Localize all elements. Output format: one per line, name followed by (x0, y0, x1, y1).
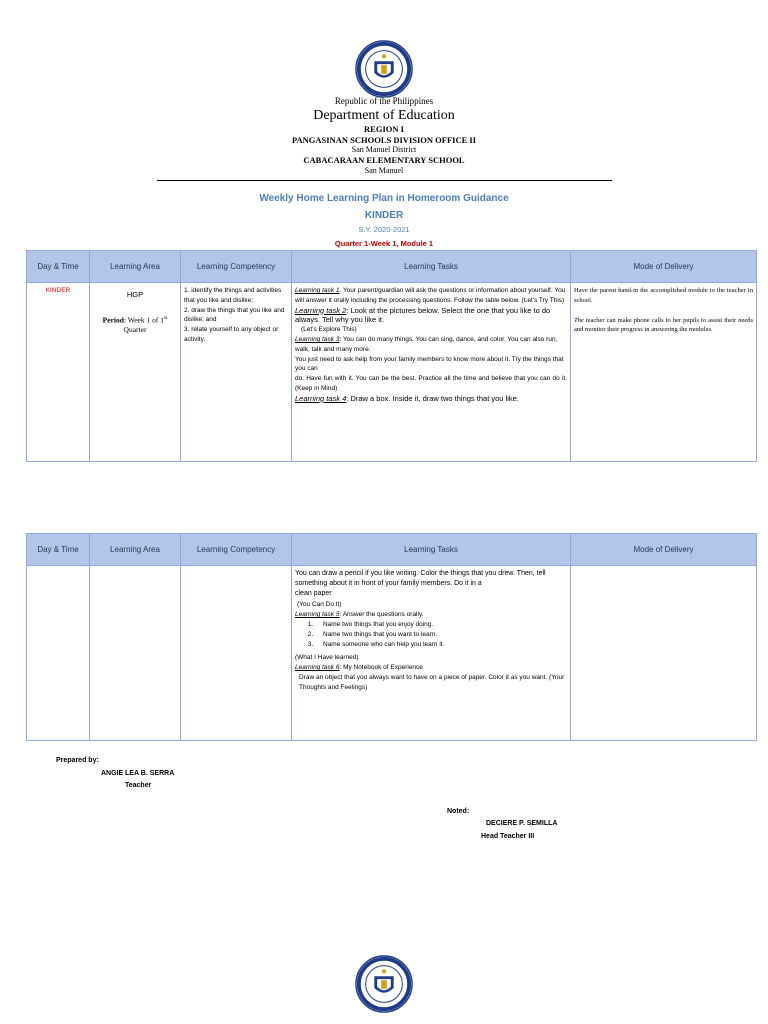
table-header-row (27, 534, 757, 566)
period-text: Period: Week 1 of 1st Quarter (102, 315, 168, 335)
mode-cell (571, 283, 757, 462)
col-learning-tasks: Learning Tasks (292, 534, 571, 566)
list-item: 1. Name two things that you enjoy doing. (315, 620, 567, 630)
col-learning-area: Learning Area (90, 534, 181, 566)
school-line: CABACARAAN ELEMENTARY SCHOOL (303, 155, 465, 165)
learning-plan-table-continued (26, 533, 757, 741)
header-divider (157, 180, 612, 181)
task-intro-end: clean paper (295, 590, 332, 597)
town-line: San Manuel (364, 165, 404, 175)
learning-plan-table (26, 250, 757, 462)
task-note: (What I Have learned) (295, 654, 359, 661)
task-intro: You can draw a pencil if you like writing. Color the things that you drew. Then, tell something about it in front of your family members. Do it in a (295, 570, 546, 587)
day-cell (27, 566, 90, 741)
task-1: Learning task 1. Your parent/guardian will ask the questions or information about yourself. You will answer it orally including the processing questions. Follow the table below. (Let's Try This) (295, 287, 566, 304)
district-line: San Manuel District (351, 145, 417, 154)
deped-seal-logo-footer (355, 955, 413, 1013)
area-cell (90, 566, 181, 741)
task-4: Learning task 4: Draw a box. Inside it, draw two things that you like. (295, 393, 519, 403)
plan-title-block (0, 192, 768, 249)
col-learning-tasks: Learning Tasks (292, 251, 571, 283)
mode-cell (571, 566, 757, 741)
division-line: PANGASINAN SCHOOLS DIVISION OFFICE II (291, 134, 477, 145)
document-header (0, 96, 768, 176)
task-3-more: You just need to ask help from your family members to know more about it. Try the things that you can (295, 355, 564, 373)
col-learning-area: Learning Area (90, 251, 181, 283)
task-2: Learning task 2: Look at the pictures below. Select the one that you like to do always. Tell why you like it. (295, 305, 551, 325)
col-learning-competency: Learning Competency (181, 534, 292, 566)
col-mode-of-delivery: Mode of Delivery (571, 251, 757, 283)
tasks-cell (292, 283, 571, 462)
area-cell (90, 283, 181, 462)
competency-item: 1. identify the things and activities that you like and dislike; (184, 287, 282, 304)
task-5-list (315, 620, 567, 650)
list-item: 2. Name two things that you want to learn. (315, 630, 567, 640)
prepared-by-label: Prepared by: (56, 757, 99, 764)
col-learning-competency: Learning Competency (181, 251, 292, 283)
plan-title: Weekly Home Learning Plan in Homeroom Guidance (259, 193, 509, 204)
col-mode-of-delivery: Mode of Delivery (571, 534, 757, 566)
department-line: Department of Education (313, 108, 455, 123)
competency-cell (181, 283, 292, 462)
day-cell: KINDER (27, 283, 90, 462)
grade-title: KINDER (364, 210, 404, 221)
col-day-time: Day & Time (27, 251, 90, 283)
mode-text-1: Have the parent hand-in the accomplished module to the teacher in school. (574, 287, 753, 304)
tasks-cell (292, 566, 571, 741)
prepared-by-name: ANGIE LEA B. SERRA (101, 770, 175, 777)
competency-cell (181, 566, 292, 741)
task-6-body: Draw an object that you always want to have on a piece of paper. Color it as you want. (Your Thoughts and Feelings) (299, 674, 565, 691)
noted-by-label: Noted: (447, 808, 470, 815)
task-3-end: do. Have fun with it. You can be the best. Practice all the time and believe that you can do it. (Keep in Mind) (295, 375, 567, 392)
area-label: HGP (126, 290, 144, 299)
task-6: Learning task 6: My Notebook of Experience (295, 664, 423, 671)
table-header-row (27, 251, 757, 283)
competency-item: 2. draw the things that you like and dislike; and (184, 306, 285, 324)
col-day-time: Day & Time (27, 534, 90, 566)
list-item: 3. Name someone who can help you learn it. (315, 640, 567, 650)
republic-line: Republic of the Philippines (334, 96, 434, 106)
table-row (27, 566, 757, 741)
school-year: S.Y. 2020-2021 (358, 225, 410, 234)
noted-by-role: Head Teacher III (481, 833, 535, 840)
deped-seal-logo (355, 40, 413, 98)
mode-text-2: The teacher can make phone calls to her pupils to assist their needs and monitor their progress in answering the modules. (574, 316, 753, 334)
task-5: Learning task 5: Answer the questions orally. (295, 611, 424, 618)
prepared-by-role: Teacher (125, 782, 152, 789)
task-note: (You Can Do It) (297, 601, 342, 608)
table-row (27, 283, 757, 462)
quarter-label: Quarter 1-Week 1, Module 1 (334, 239, 434, 248)
region-line: REGION I (364, 124, 404, 134)
task-3: Learning task 3: You can do many things. You can sing, dance, and color. You can also run, walk, talk and many more. (295, 335, 558, 353)
competency-item: 3. relate yourself to any object or activity. (184, 326, 279, 343)
task-2-note: (Let's Explore This) (301, 326, 357, 334)
noted-by-name: DECIERE P. SEMILLA (486, 820, 558, 827)
